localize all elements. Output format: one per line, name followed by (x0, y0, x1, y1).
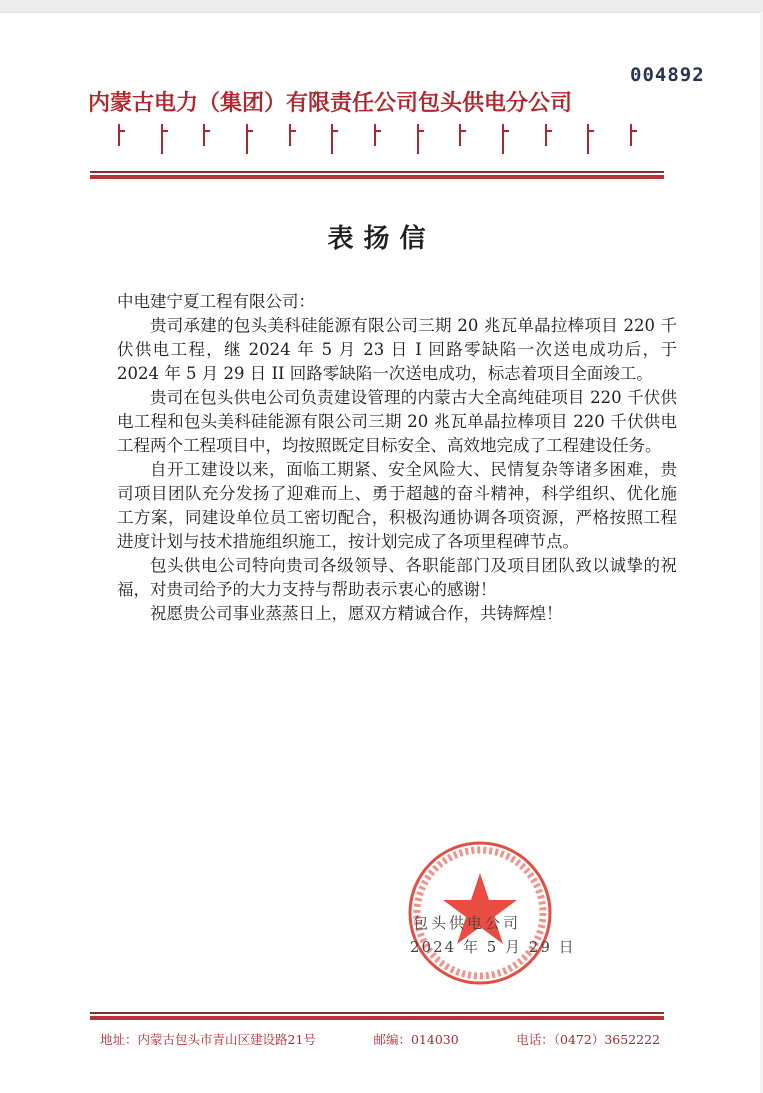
footer-phone: 电话：（0472）3652222 (516, 1032, 660, 1047)
viewer-top-bar (0, 0, 763, 13)
paragraph: 祝愿贵公司事业蒸蒸日上，愿双方精诚合作，共铸辉煌！ (150, 604, 563, 623)
signature-organization: 包头供电公司 (413, 914, 522, 932)
mongolian-word (587, 124, 595, 154)
header-divider-thin (90, 171, 664, 173)
mongolian-word (417, 124, 425, 154)
footer-address: 地址：内蒙古包头市青山区建设路21号 (100, 1032, 316, 1047)
mongolian-word (331, 124, 339, 154)
signature-date: 2024 年 5 月 29 日 (410, 938, 576, 956)
serial-number: 004892 (630, 64, 705, 86)
salutation: 中电建宁夏工程有限公司： (117, 292, 315, 311)
mongolian-word (161, 124, 169, 154)
paragraph: 自开工建设以来，面临工期紧、安全风险大、民情复杂等诸多困难，贵司项目团队充分发扬了迎难而上、勇于超越的奋斗精神，科学组织、优化施工方案，同建设单位员工密切配合，积极沟通协调各项资源，严格按照工程进度计划与技术措施组织施工，按计划完成了各项里程碑节点。 (117, 460, 677, 551)
letter-title: 表扬信 (327, 224, 436, 254)
letterhead-mongolian-script (118, 124, 638, 164)
footer-postcode: 邮编：014030 (373, 1032, 459, 1047)
mongolian-word (545, 124, 553, 146)
letter-body (117, 290, 677, 626)
header-divider-thick (90, 175, 664, 179)
paragraph: 包头供电公司特向贵司各级领导、各职能部门及项目团队致以诚挚的祝福，对贵司给予的大力支持与帮助表示衷心的感谢！ (117, 556, 677, 599)
paragraph: 贵司承建的包头美科硅能源有限公司三期 20 兆瓦单晶拉棒项目 220 千伏供电工程，继 2024 年 5 月 23 日 I 回路零缺陷一次送电成功后，于 2024 年 5 月 29 日 II 回路零缺陷一次送电成功，标志着项目全面竣工。 (117, 316, 677, 383)
mongolian-word (203, 124, 211, 146)
paragraph: 贵司在包头供电公司负责建设管理的内蒙古大全高纯硅项目 220 千伏供电工程和包头美科硅能源有限公司三期 20 兆瓦单晶拉棒项目 220 千伏供电工程两个工程项目中，均按照既定目标安全、高效地完成了工程建设任务。 (117, 388, 677, 455)
footer-divider-thin (90, 1012, 664, 1014)
seal-star-icon (443, 873, 517, 944)
letterhead-company-name: 内蒙古电力（集团）有限责任公司包头供电分公司 (88, 90, 573, 116)
mongolian-word (118, 124, 126, 146)
mongolian-word (246, 124, 254, 154)
mongolian-word (289, 124, 297, 146)
footer-divider-thick (90, 1016, 664, 1020)
mongolian-word (630, 124, 638, 146)
mongolian-word (374, 124, 382, 146)
footer-contact (100, 1030, 660, 1048)
mongolian-word (502, 124, 510, 154)
mongolian-word (459, 124, 467, 146)
